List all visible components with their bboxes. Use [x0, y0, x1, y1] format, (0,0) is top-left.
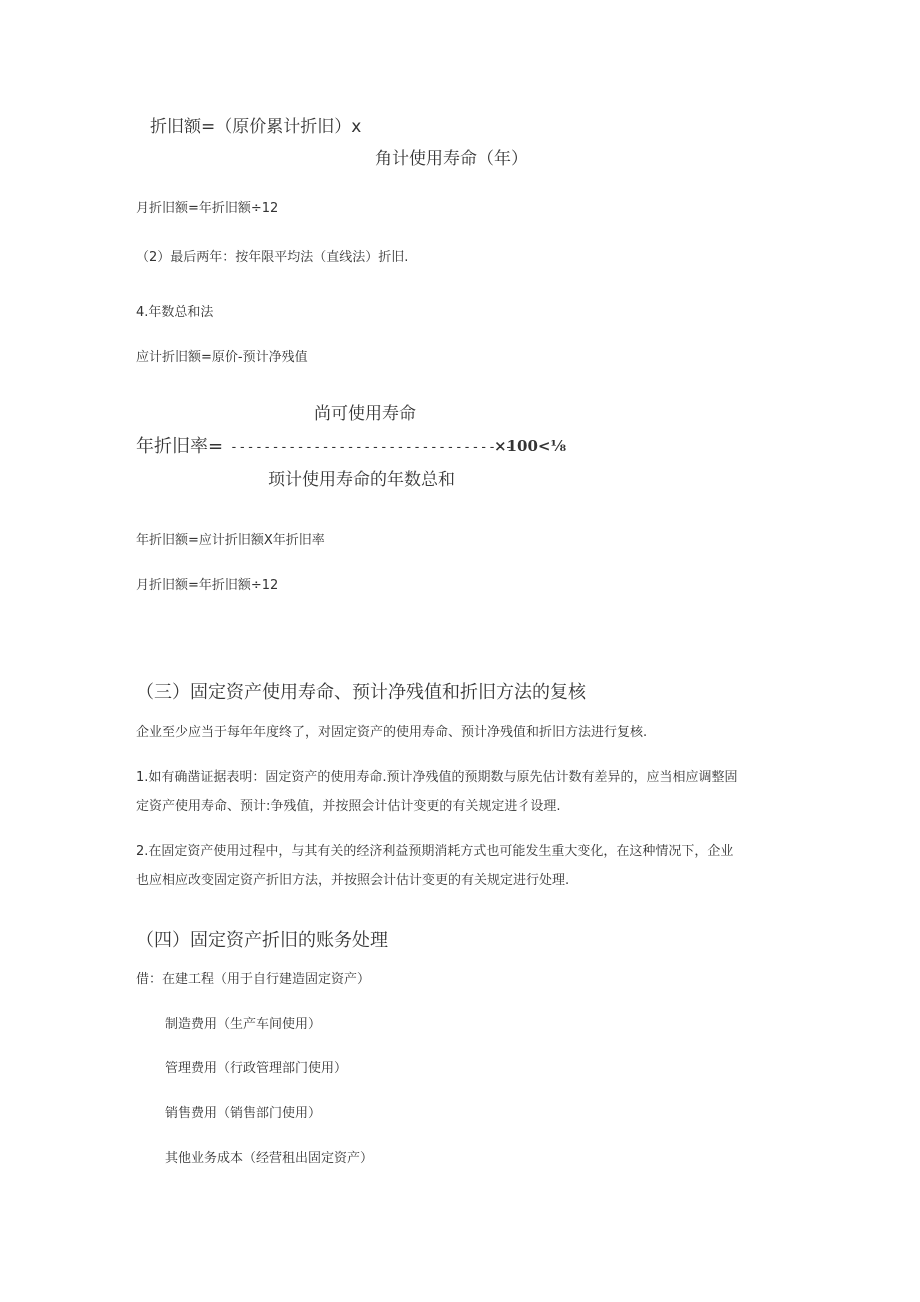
rate-numerator: 尚可使用寿命	[314, 404, 416, 424]
section3-para1-line2: 定资产使用寿命、预计:争残值，并按照会计估计变更的有关规定进彳设理.	[136, 799, 561, 814]
rate-label: 年折旧率=	[136, 436, 224, 457]
section3-title: （三）固定资产使用寿命、预计净残值和折旧方法的复核	[136, 682, 586, 703]
formula-depreciation-line2: 角计使用寿命（年）	[375, 149, 528, 169]
sum-of-years-heading: 4.年数总和法	[136, 305, 214, 320]
fraction-line: ----------------------------------	[230, 440, 514, 455]
debit-construction: 借：在建工程（用于自行建造固定资产）	[136, 972, 371, 987]
section3-para2-line2: 也应相应改变固定资产折旧方法，并按照会计估计变更的有关规定进行处理.	[136, 873, 570, 888]
rate-denominator: 顼计使用寿命的年数总和	[268, 470, 455, 490]
debit-item-other-business: 其他业务成本（经营租出固定资产）	[165, 1151, 374, 1166]
section3-intro: 企业至少应当于每年年度终了，对固定资产的使用寿命、预计净残值和折旧方法进行复核.	[136, 725, 648, 740]
monthly-depreciation-formula-2: 月折旧额=年折旧额÷12	[136, 578, 279, 593]
monthly-depreciation-formula-1: 月折旧额=年折旧额÷12	[136, 201, 279, 216]
section3-para1-line1: 1.如有确凿证据表明：固定资产的使用寿命.预计净残值的预期数与原先估计数有差异的，应当相应调整固	[136, 770, 738, 785]
section4-title: （四）固定资产折旧的账务处理	[136, 930, 388, 951]
formula-depreciation-line1: 折旧额=（原价累计折旧）x	[150, 117, 362, 137]
last-two-years-note: （2）最后两年：按年限平均法（直线法）折旧.	[136, 250, 409, 265]
rate-percent-suffix: ×100<⅛	[494, 437, 566, 455]
debit-item-sales: 销售费用（销售部门使用）	[165, 1106, 322, 1121]
debit-item-manufacturing: 制造费用（生产车间使用）	[165, 1017, 322, 1032]
section3-para2-line1: 2.在固定资产使用过程中，与其有关的经济利益预期消耗方式也可能发生重大变化，在这种情况下，企业	[136, 844, 734, 859]
debit-item-admin: 管理费用（行政管理部门使用）	[165, 1061, 348, 1076]
annual-depreciation-formula: 年折旧额=应计折旧额X年折旧率	[136, 533, 325, 548]
depreciable-amount-formula: 应计折旧额=原价-预计净残值	[136, 350, 308, 365]
